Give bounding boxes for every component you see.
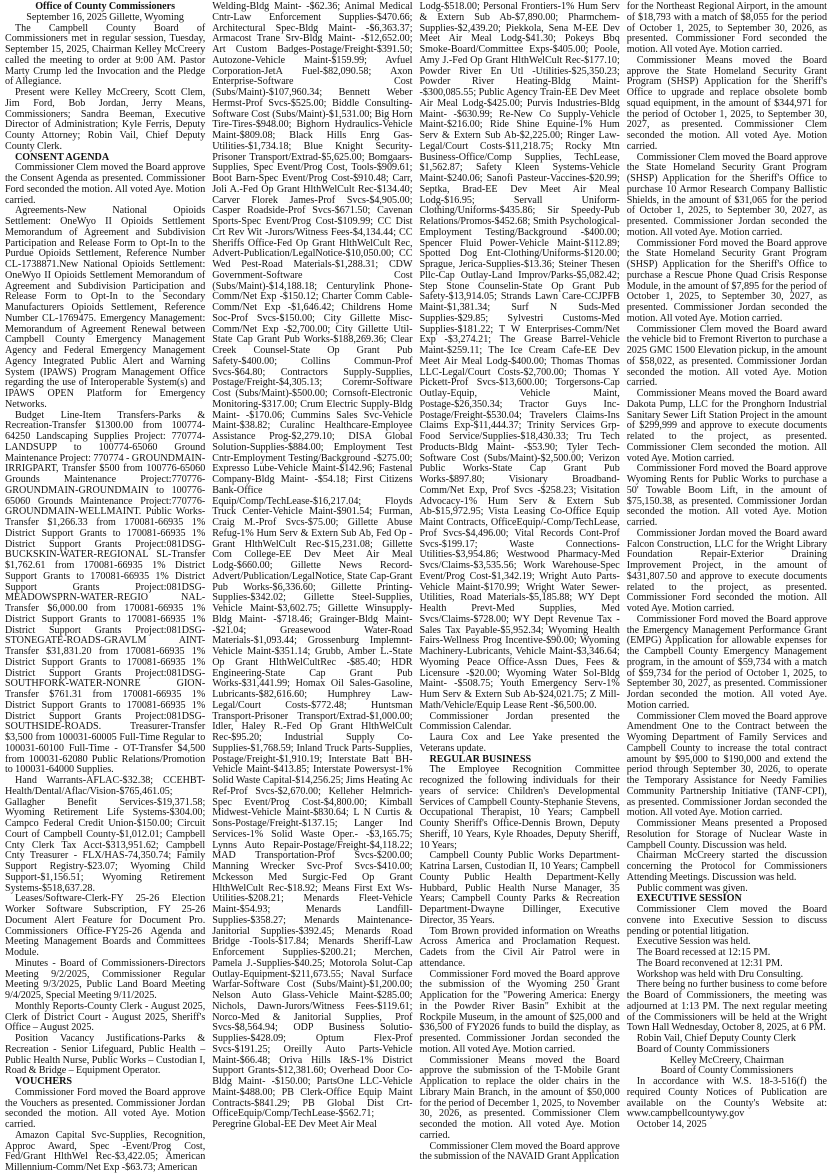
shsp-rescue-phone: Commissioner Ford moved the Board approve the State Homeland Security Grant Program (SHSP) Application for the Sheriff's Office to purchase a Rescue Phone Quad Crisis Response Module, in the amount of $7,895 for the period of October 1, 2025, to September 30, 2027, as presented. Commissioner Jordan seconded the motion. All voted Aye. Motion carried.	[626, 237, 827, 324]
consent-motion: Commissioner Clem moved the Board approve the Consent Agenda as presented. Commissioner Ford seconded the motion. All voted Aye. Motion carried.	[5, 162, 206, 206]
shsp-bomb-squad: Commissioner Means moved the Board approve the State Homeland Security Grant Program (SHSP) Application for the Sheriff's Office to upgrade and replace obsolete bomb squad equipment, in the amount of $344,971 for the period of October 1, 2025, to September 30, 2027, as presented. Commissioner Clem seconded the motion. All voted Aye. Motion carried.	[626, 54, 827, 152]
minutes: Minutes - Board of Commissioners-Directors Meeting 9/2/2025, Commissioner Regular Meeting 9/3/2025, Public Land Board Meeting 9/4/2025, Special Meeting 9/11/2025.	[5, 957, 206, 1001]
public-comment: Public comment was given.	[636, 882, 748, 894]
consent-agenda-heading: CONSENT AGENDA	[15, 151, 110, 163]
commission-calendar: Commissioner Jordan presented the Commission Calendar.	[419, 710, 620, 733]
employee-recognition: The Employee Recognition Committee recognized the following individuals for their years of service: Children's Developmental Services of Campbell County-Stephanie Stevens, Occupational Therapist, 10 Years; Campbell County Sheriff's Office-Dennis Brown, Deputy Sheriff, 10 Years, Kyle Rhoades, Deputy Sheriff, 10 Years;	[419, 764, 620, 851]
falcon-construction-award: Commissioner Jordan moved the Board award Falcon Construction, LLC for the Wright Library Foundation Repair-Exterior Draining Improvement Project, in the amount of $431,807.50 and approve to execute documents related to the project, as presented. Commissioner Ford seconded the motion. All voted Aye. Motion carried.	[626, 527, 827, 614]
vehicle-bid: Commissioner Clem moved the Board award the vehicle bid to Fremont Riverton to purchase a 2025 GMC 1500 Elevation pickup, in the amount of $58,022, as presented. Commissioner Jordan seconded the motion. All voted Aye. Motion carried.	[626, 323, 827, 389]
vouchers-motion: Commissioner Ford moved the Board approve the Vouchers as presented. Commissioner Jordan seconded the motion. All voted Aye. Motion carried.	[5, 1086, 206, 1130]
employee-recognition-continued: Campbell County Public Works Department-Katrina Larsen, Custodian II, 10 Years; Campbell County Public Health Department-Kelly Hubbard, Public Health Nurse Manager, 35 Years; Campbell County Parks & Recreation Department-Dwayne Dillinger, Executive Director, 35 Years.	[419, 850, 620, 926]
column-1	[5, 1, 206, 1173]
column-4	[626, 1, 827, 1130]
navaid-grant-start: Commissioner Clem moved the Board approve the submission of the NAVAID Grant Application	[419, 1140, 620, 1163]
column-3	[419, 1, 620, 1163]
veterans-update: Laura Cox and Lee Yake presented the Veterans update.	[419, 732, 620, 754]
leases-software: Leases/Software-Clerk-FY 25-26 Election Worker Software Subscription, FY 25-26 Document Alert Feature for Document Pro. Commissioners Office-FY25-26 Agenda and Meeting Management Boards and Committees Module.	[5, 893, 206, 958]
hand-warrants: Hand Warrants-AFLAC-$32.38; CCEHBT-Health/Dental/Aflac/Vision-$765,461.05; Gallagher Benefit Services-$19,371.58; Wyoming Retirement Life Systems-$304.00; Campco Federal Credit Union-$150.00; Circuit Court of Campbell County-$1,012.01; Campbell Cnty Clerk Tax Acct-$313,951.62; Campbell Cnty Treasurer - FLX/HAS-74,350.74; Family Support Registry-$23.07; Wyoming Child Support-$1,156.51; Wyoming Retirement Systems-$518,637.28.	[5, 775, 206, 894]
agreements: Agreements-New National Opioids Settlement: OneWyo II Opioids Settlement Memorandum of Agreement and Subdivision Participation and Release Form to Opt-In to the Purdue Opioids Settlement, Reference Number CL-1738871.New National Opioids Settlement: OneWyo II Opioids Settlement Memorandum of Agreement and Subdivision Participation and Release Form to Opt-In to the Secondary Manufacturers Opioids Settlement, Reference Number CL-1769475. Emergency Management: Memorandum of Agreement Renewal between Campbell County Emergency Management Agency and Federal Emergency Management Agency Integrated Public Alert and Warning System (IPAWS) Program Management Office regarding the use of Interoperable System(s) and IPAWS OPEN Platform for Emergency Networks.	[5, 205, 206, 410]
monthly-reports: Monthly Reports-County Clerk - August 2025, Clerk of District Court - August 2025, Sheriff's Office – August 2025.	[5, 1000, 206, 1034]
clerk-signature: Robin Vail, Chief Deputy County Clerk	[636, 1033, 796, 1044]
boom-lift-purchase: Commissioner Ford moved the Board approve Wyoming Rents for Public Works to purchase a 50' Towable Boom Lift, in the amount of $75,150.38, as presented. Commissioner Jordan seconded the motion. All voted Aye. Motion carried.	[626, 463, 827, 528]
recess: The Board recessed at 12:15 PM.	[636, 947, 771, 958]
date-place: September 16, 2025 Gillette, Wyoming	[26, 11, 184, 23]
nuclear-waste-resolution: Commissioner Means presented a Proposed Resolution for Storage of Nuclear Waste in Campbell County. Discussion was held.	[626, 818, 827, 851]
reconvene: The Board reconvened at 12:31 PM.	[636, 957, 783, 969]
workshop: Workshop was held with Dru Consulting.	[636, 968, 804, 980]
budget-transfers: Budget Line-Item Transfers-Parks & Recreation-Transfer $1300.00 from 100774-64250 Landscaping Supplies Project: 770774-LANDSUPP to 100774-65060 Ground Maintenance Project: 770774 - GROUNDMAIN-IRRIGPART, Transfer $500 from 100776-65060 Grounds Maintenance Project:770776-GROUNDMAIN-GROUNDMAIN to 100776-65060 Grounds Maintenance Project:770776-GROUNDMAIN-WELLMAINT. Public Works-Transfer $1,266.33 from 170081-66935 1% District Support Grants to 170081-66935 1% District Support Grants Project:081DSG-BUCKSKIN-WATER-REGIONAL SL-Transfer $1,762.61 from 170081-66935 1% District Support Grants to 170081-66935 1% District Support Grants Project:081DSG-MEADOWSPRN-WATER-REGIO NAL-Transfer $6,000.00 from 170081-66935 1% District Support Grants to 170081-66935 1% District Support Grants Project:081DSG-STONEGATE-ROADS-GRAVLM AINT-Transfer $31,831.20 from 170081-66935 1% District Support Grants to 170081-66935 1% District Support Grants Project:081DSG-SOUTHFORK-WATER-NONRE GION-Transfer $761.31 from 170081-66935 1% District Support Grants to 170081-66935 1% District Support Grants Project:081DSG-SOUTHSIDE-ROADS. Treasurer-Transfer $3,500 from 100031-60005 Full-Time Regular to 100031-60100 Full-Time - OT-Transfer $4,500 from 100031-62080 Public Relations/Promotion to 100031-64000 Supplies.	[5, 409, 206, 776]
executive-session-heading: EXECUTIVE SESSION	[636, 893, 742, 905]
dakota-pump-award: Commissioner Means moved the Board award Dakota Pump, LLC for the Pronghorn Industrial Sanitary Sewer Lift Station Project in the amount of $299,999 and approve to execute documents related to the project, as presented. Commissioner Clem seconded the motion. All voted Aye. Motion carried.	[626, 388, 827, 464]
adjournment: There being no further business to come before the Board of Commissioners, the meeting was adjourned at 1:13 PM. The next regular meeting of the Commissioners will be held at the Wright Town Hall Wednesday, October 8, 2025, at 6 PM.	[626, 979, 827, 1034]
wyoming-250-grant: Commissioner Ford moved the Board approve the submission of the Wyoming 250 Grant Application for the "Powering America: Energy in the Powder River Basin" Exhibit at the Rockpile Museum, in the amount of $25,000 and $36,500 of FY2026 funds to build the display, as presented. Commissioner Jordan seconded the motion. All voted Aye. Motion carried.	[419, 968, 620, 1055]
executive-session-motion: Commissioner Clem moved the Board convene into Executive Session to discuss pending or potential litigation.	[626, 904, 827, 937]
publication-date: October 14, 2025	[636, 1119, 707, 1130]
voucher-list-continued: Welding-Bldg Maint- -$62.36; Animal Medical Cntr-Law Enforcement Supplies-$470.66; Architectural Spec-Bldg Maint- -$6,363.37; Armacost Trane Srv-Bldg Maint- -$12,652.00; Art Custom Badges-Postage/Freight-$391.50; Autozone-Vehicle Maint-$159.99; Avfuel Corporation-JetA Fuel-$82,090.58; Axon Enterprise-Software Cost (Subs/Maint)-$107,960.34; Bennett Weber Hermst-Prof Svcs-$525.00; Biddle Consulting-Software Cost (Subs/Maint)-$1,531.00; Big Horn Tire-Tires-$948.00; Bighorn Hydraulics-Vehicle Maint-$809.08; Black Hills Enrg Gas-Utilities-$1,734.18; Blue Knight Security-Prisoner Transport/Extrad-$5,625.00; Bomgaars-Supplies, Spec Event/Prog Cost, Tools-$909.61; Boot Barn-Spec Event/Prog Cost-$910.48; Carr, Joli A.-Fed Op Grant HlthWelCult Rec-$134.40; Carver Florek James-Prof Svcs-$4,905.00; Casper Roadside-Prof Svcs-$671.50; Cavenan Sports-Spec Event/Prog Cost-$109.99; CC Dist Crt Rev Wit -Jurors/Witness Fees-$4,134.44; CC Sheriffs Office-Fed Op Grant HlthWelCult Rec, Advert-Publication/LegalNotice-$10,050.00; CC Wed Pest-Road Materials-$1,288.31; CDW Government-Software Cost (Subs/Maint)-$14,188.18; Centurylink Phone-Comm/Net Exp -$150.12; Charter Comm Cable-Comm/Net Exp -$1,646.42; Childrens Home Soc-Prof Svcs-$150.00; City Gillette Misc-Comm/Net Exp -$2,700.00; City Gillette Util-State Cap Grant Pub Works-$188,269.36; Clear Creek Counsel-State Op Grant Pub Safety-$400.00; Collins Commun-Prof Svcs-$64.80; Contractors Supply-Supplies, Postage/Freight-$4,305.13; Coremr-Software Cost (Subs/Maint)-$500.00; Cornsoft-Electronic Monitoring-$317.00; Crum Electric Supply-Bldg Maint- -$170.06; Cummins Sales Svc-Vehicle Maint-$38.82; Curalinc Healthcare-Employee Assistance Prog-$2,279.10; DISA Global Solution-Supplies-$884.00; Employment Test Cntr-Employment Testing/Background -$275.00; Expresso Lube-Vehicle Maint-$142.96; Fastenal Company-Bldg Maint- -$54.18; First Citizens Bank-Office Equip/Comp/TechLease-$16,217.04; Floyds Truck Center-Vehicle Maint-$901.54; Furman, Craig M.-Prof Svcs-$75.00; Gillette Abuse Refug-1% Hum Serv & Extern Sub Ab, Fed Op -Grant HlthWelCult Rec-$15,231.08; Gillette Com College-EE Dev Meet Air Meal Lodg-$660.00; Gillette News Record-Advert/Publication/LegalNotice, State Cap-Grant Pub Works-$6,336.60; Gillette Printing-Supplies-$342.02; Gillette Steel-Supplies, Vehicle Maint-$3,602.75; Gillette Winsupply-Bldg Maint- -$718.46; Grainger-Bldg Maint- -$21.04; Greasewood Water-Road Materials-$1,093.44; Grossenburg Implemnt-Vehicle Maint-$351.14; Grubb, Amber L.-State Op Grant HlthWelCultRec -$85.40; HDR Engineering-State Cap Grant Pub Works-$31,441.99; Homax Oil Sales-Gasoline, Lubricants-$82,616.60; Humphrey Law-Legal/Court Costs-$772.48; Huntsman Transport-Prisoner Transport/Extrad-$1,000.00; Idler, Haley R.-Fed Op Grant HlthWelCult Rec-$95.20; Industrial Supply Co-Supplies-$1,768.59; Inland Truck Parts-Supplies, Postage/Freight-$1,910.19; Interstate Batt BH-Vehicle Maint-$413.85; Interstate Powersyst-1% Solid Waste Capital-$14,256.25; Jims Heating Ac Ref-Prof Svcs-$2,670.00; Kelleher Helmrich-Spec Event/Prog Cost-$4,800.00; Kimball Midwest-Vehicle Maint-$830.64; L N Curtis & Sons-Postage/Freight-$137.15; Langer Ind Services-1% Solid Waste Oper.- -$3,165.75; Lynns Auto Repair-Postage/Freight-$4,118.22; MAD Transportation-Prof Svcs-$200.00; Manning Wrecker Svc-Prof Svcs-$410.00; Mckesson Med Surgic-Fed Op Grant HlthWelCult Rec-$18.92; Means First Ext Ws-Utilities-$208.21; Menards Fleet-Vehicle Maint-$54.93; Menards Landfill-Supplies-$358.27; Menards Maintenance-Janitorial Supplies-$392.45; Menards Road Bridge -Tools-$17.84; Menards Sheriff-Law Enforcement Supplies-$200.21; Merchen, Pamela J.-Supplies-$40.25; Motorola Solut-Cap Outlay-Equipment-$211,673.55; Naval Surface Warfar-Software Cost (Subs/Maint)-$1,200.00; Nelson Auto Glass-Vehicle Maint-$285.00; Nichols, Dawn-Jurors/Witness Fees-$119.61; Norco-Med & Janitorial Supplies, Prof Svcs-$8,564.94; ODP Business Solutio-Supplies-$428.09; Optum Flex-Prof Svcs-$191.25; Oreilly Auto Parts-Vehicle Maint-$66.48; Oriva Hills I&S-1% District Support Grants-$12,381.60; Overhead Door Co-Bldg Maint- -$150.00; PartsOne LLC-Vehicle Maint-$488.00; PB Clerk-Office Equip Maint Contracts-$841.29; PB Global Dist Crt-OfficeEquip/Comp/TechLease-$562.71; Peregrine Global-EE Dev Meet Air Meal	[212, 1, 413, 1130]
shsp-ballistic-shields: Commissioner Clem moved the Board approve the State Homeland Security Grant Program (SHSP) Application for the Sheriff's Office to purchase 10 Armor Research Company Ballistic Shields, in the amount of $31,065 for the period of October 1, 2025, to September 30, 2027, as presented. Commissioner Jordan seconded the motion. All voted Aye. Motion carried.	[626, 151, 827, 238]
dfs-amendment: Commissioner Clem moved the Board approve Amendment One to the Contract between the Wyoming Department of Family Services and Campbell County to increase the total contract amount by $95,000 to $190,000 and extend the period through September 30, 2026, to operate the Temporary Assistance for Needy Families Community Partnership Initiative (TANF-CPI), as presented. Commissioner Jordan seconded the motion. All voted Aye. Motion carried.	[626, 710, 827, 819]
voucher-list-end: Lodg-$518.00; Personal Frontiers-1% Hum Serv & Extern Sub Ab-$7,890.00; Pharmchem-Supplies-$2,439.20; Piekkola, Sena M-EE Dev Meet Air Meal Lodg-$41.30; Pokeys Bbq Smoke-Board/Committee Exps-$405.00; Poole, Amy J.-Fed Op Grant HlthWelCult Rec-$177.10; Powder River En Utl -Utilities-$25,350.23; Powder River Heating-Bldg Maint- -$300,085.55; Public Agency Train-EE Dev Meet Air Meal Lodg-$425.00; Purvis Industries-Bldg Maint- -$630.99; Re-New Co Supply-Vehicle Maint-$216.00; Ride Shine Equine-1% Hum Serv & Extern Sub Ab-$2,225.00; Ringer Law-Legal/Court Costs-$11,218.75; Rocky Mtn Business-Office/Comp Supplies, TechLease, $1,562.87; Safety Kleen Systems-Vehicle Maint-$240.06; Sanofi Pasteur-Vaccines-$20.99; Septka, Brad-EE Dev Meet Air Meal Lodg-$16.95; Servall Uniform-Clothing/Uniforms-$435.86; Sir Speedy-Pub Relations/Promos-$452.68; Smith Psychological-Employment Testing/Background -$400.00; Spencer Fluid Power-Vehicle Maint-$112.89; Spotted Dog Ent-Clothing/Uniforms-$120.00; Sprague, Jerica-Supplies-$13.36; Steiner Thesen Pllc-Cap Outlay-Land Improv/Parks-$5,082.42; Step Stone Counselin-State Op Grant Pub Safety-$13,914.05; Strands Lawn Care-CCJPFB Maint-$1,381.34; Surf N Suds-Med Supplies-$29.85; Sylvestri Customs-Med Supplies-$181.22; T W Enterprises-Comm/Net Exp -$3,274.21; The Grease Barrel-Vehicle Maint-$259.11; The Ice Cream Cafe-EE Dev Meet Air Meal Lodg-$400.00; Thomas Thomas LLC-Legal/Court Costs-$2,700.00; Thomas Y Pickett-Prof Svcs-$13,600.00; Torgersons-Cap Outlay-Equip, Vehicle Maint, Postage-$26,350.34; Tractor Guys Inc-Postage/Freight-$530.04; Travelers Claims-Ins Claims Exp-$11,444.37; Trinity Services Grp-Food Service/Supplies-$18,430.33; Tru Tech Products-Bldg Maint- -$53.90; Tyler Tech-Software Cost (Subs/Maint)-$2,500.00; Verizon Public Works-State Cap Grant Pub Works-$897.80; Visionary Broadband-Comm/Net Exp, Prof Svcs -$258.23; Visitation Advocacy-1% Hum Serv & Extern Sub Ab-$15,972.95; Vista Leasing Co-Office Equip Maint Contracts, OfficeEquip/-Comp/TechLease, Prof Svcs-$4,496.00; Vital Records Cont-Prof Svcs-$199.17; Waste Connections-Utilities-$3,954.86; Westwood Pharmacy-Med Svcs/Claims-$3,535.56; Work Warehouse-Spec Event/Prog Cost-$1,342.19; Wright Auto Parts-Vehicle Maint-$170.99; Wright Water Sewer-Utilities, Road Materials-$5,185.88; WY Dept Health Prevt-Med Supplies, Med Svcs/Claims-$728.00; WY Dept Revenue Tax -Sales Tax Payable-$5,952.34; Wyoming Health Fairs-Wellness Prog Incentive-$90.00; Wyoming Machinery-Lubricants, Vehicle Maint-$3,346.64; Wyoming Peace Office-Assn Dues, Fees & Licensure -$20.00; Wyoming Water Sol-Bldg Maint- -$508.75; Youth Emergency Serv-1% Hum Serv & Extern Sub Ab-$24,021.75; Z Mill-Math/Vehicle/Equip Lease Rent -$6,500.00.	[419, 1, 620, 711]
navaid-grant-end: for the Northeast Regional Airport, in the amount of $18,793 with a match of $8,055 for the period of October 1, 2025, to September 30, 2026, as presented. Commissioner Ford seconded the motion. All voted Aye. Motion carried.	[626, 1, 827, 55]
executive-session-held: Executive Session was held.	[636, 936, 751, 948]
clerk-board: Board of County Commissioners	[636, 1043, 770, 1055]
office-heading: Office of County Commissioners	[35, 1, 176, 12]
t-mobile-grant: Commissioner Means moved the Board approve the submission of the T-Mobile Grant Application to replace the older chairs in the Library Main Branch, in the amount of $50,000 for the period of December 1, 2025, to November 30, 2026, as presented. Commissioner Clem seconded the motion. All voted Aye. Motion carried.	[419, 1054, 620, 1141]
meeting-protocol: Chairman McCreery started the discussion concerning the Protocol for Commissioners Attending Meetings. Discussion was held.	[626, 850, 827, 883]
call-to-order: The Campbell County Board of Commissioners met in regular session, Tuesday, September 15, 2025, Chairman Kelley McCreery called the meeting to order at 9:00 AM. Pastor Marty Crump led the Invocation and the Pledge of Allegiance.	[5, 22, 206, 88]
wreaths-across-america: Tom Brown provided information on Wreaths Across America and Proclamation Request. Cadets from the Civil Air Patrol were in attendance.	[419, 925, 620, 969]
attendance: Present were Kelley McCreery, Scott Clem, Jim Ford, Bob Jordan, Jerry Means, Commissioners; Sandra Beeman, Executive Director of Administration; Kyle Ferris, Deputy County Attorney; Robin Vail, Chief Deputy County Clerk.	[5, 87, 206, 152]
vouchers-heading: VOUCHERS	[15, 1076, 73, 1087]
voucher-list-start: Amazon Capital Svc-Supplies, Recognition, Approc Award, Spec -Event/Prog Cost, Fed/Grant HlthWel Rec-$3,422.05; American Millennium-Comm/Net Exp -$63.73; American	[5, 1129, 206, 1173]
position-vacancies: Position Vacancy Justifications-Parks & Recreation - Senior Lifeguard, Public Health – Public Health Nurse, Public Works – Custodian I, Road & Bridge – Equipment Operator.	[5, 1033, 206, 1077]
column-2	[212, 1, 413, 1130]
regular-business-heading: REGULAR BUSINESS	[429, 753, 532, 765]
chairman-board: Board of County Commissioners	[660, 1065, 794, 1077]
empg-application: Commissioner Ford moved the Board approve the Emergency Management Performance Grant (EMPG) Application for allowable expenses for the Campbell County Emergency Management program, in the amount of $59,734 with a match of $59,734 for the period of October 1, 2025, to September 30, 2027, as presented. Commissioner Jordan seconded the motion. All voted Aye. Motion carried.	[626, 613, 827, 711]
publication-notice: In accordance with W.S. 18-3-516(f) the required County Notices of Publication are available on the County's Website at: www.campbellcountywy.gov	[626, 1076, 827, 1120]
chairman-signature: Kelley McCreery, Chairman	[669, 1054, 784, 1066]
